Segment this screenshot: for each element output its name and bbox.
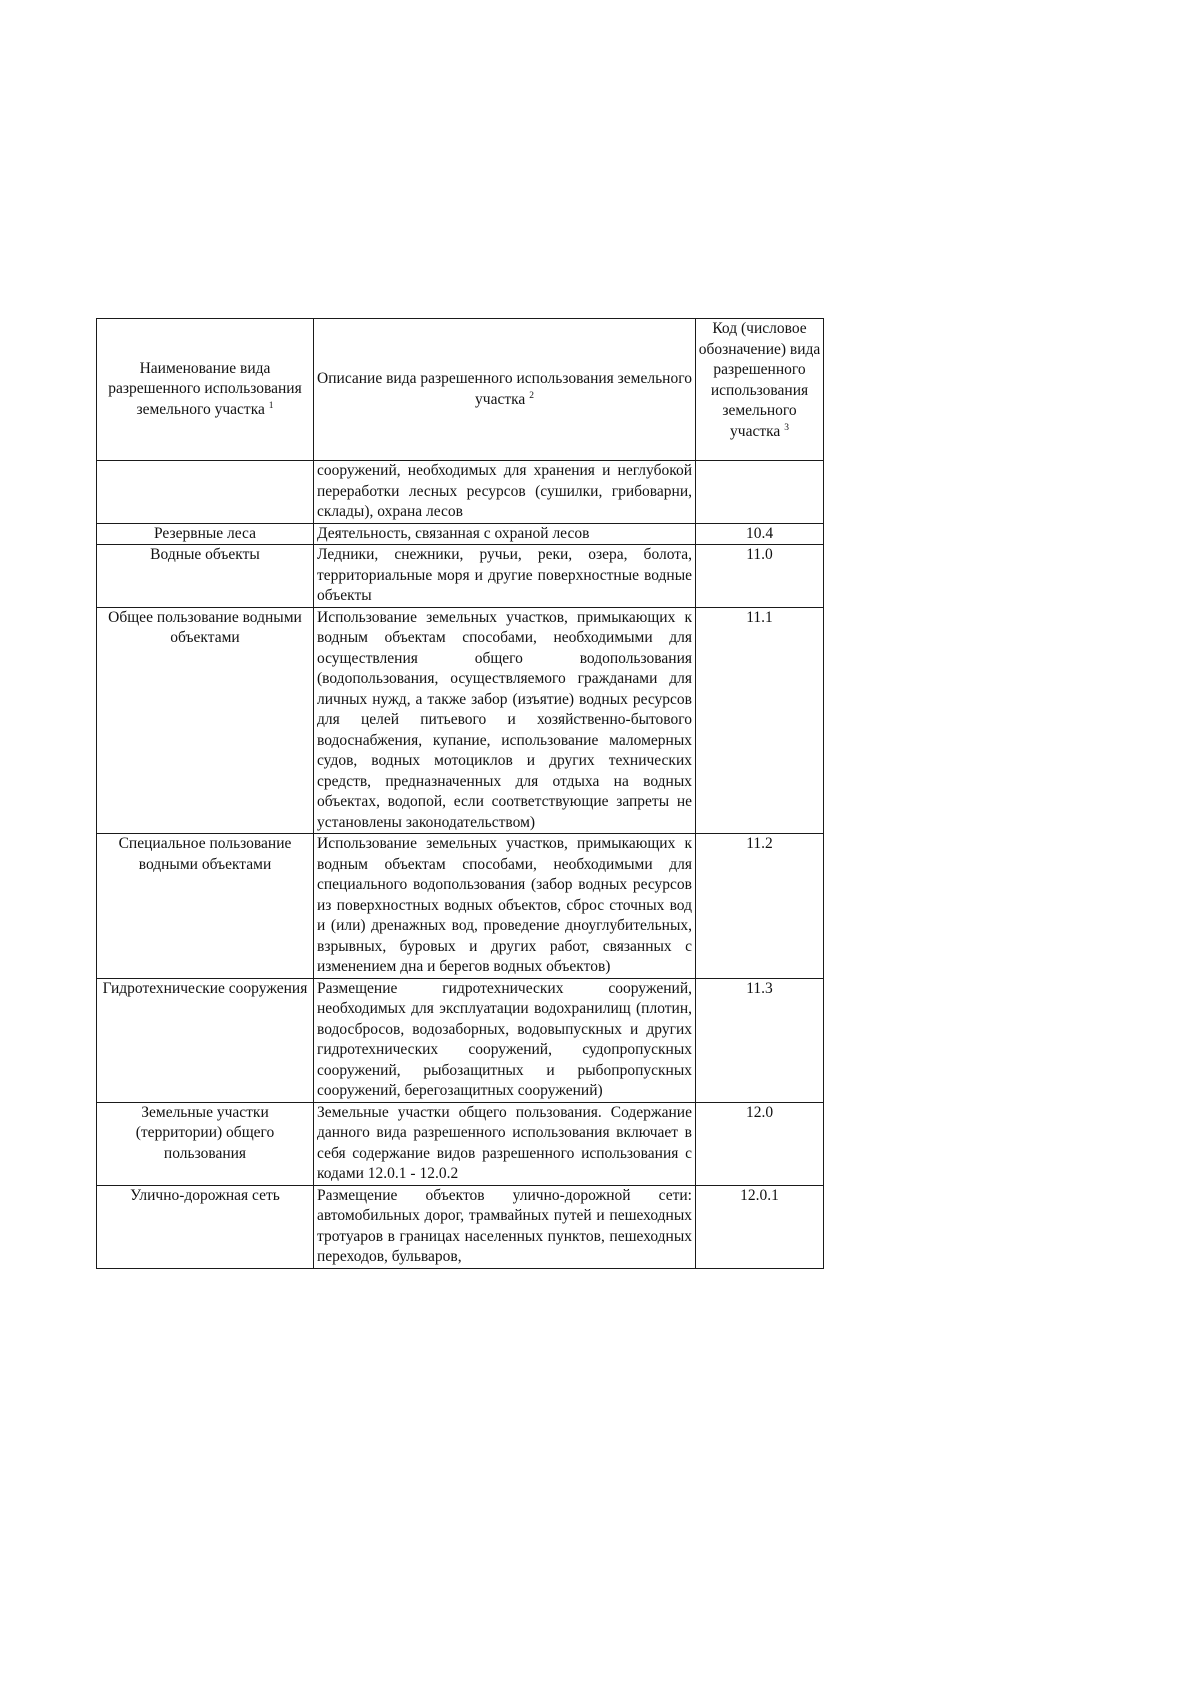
table-row <box>97 523 824 545</box>
land-use-code: 11.0 <box>696 545 824 608</box>
table-row <box>97 978 824 1102</box>
land-use-name: Улично-дорожная сеть <box>97 1185 314 1268</box>
header-description-text: Описание вида разрешенного использования земельного участка <box>317 370 692 408</box>
land-use-name: Резервные леса <box>97 523 314 545</box>
table-row <box>97 461 824 524</box>
land-use-description: Ледники, снежники, ручьи, реки, озера, болота, территориальные моря и другие поверхностные водные объекты <box>314 545 696 608</box>
land-use-code: 12.0.1 <box>696 1185 824 1268</box>
table-body <box>97 461 824 1269</box>
land-use-name: Общее пользование водными объектами <box>97 607 314 834</box>
header-name-footnote: 1 <box>268 400 274 411</box>
table-row <box>97 545 824 608</box>
land-use-name: Водные объекты <box>97 545 314 608</box>
land-use-code: 11.2 <box>696 834 824 979</box>
header-code-footnote: 3 <box>784 422 789 433</box>
table-header <box>97 319 824 461</box>
land-use-table <box>96 318 824 1269</box>
land-use-description: Размещение гидротехнических сооружений, необходимых для эксплуатации водохранилищ (плотин, водосбросов, водозаборных, водовыпускных и других гидротехнических сооружений, судопропускных сооружений, рыбозащитных и рыбопропускных сооружений, берегозащитных сооружений) <box>314 978 696 1102</box>
land-use-name: Гидротехнические сооружения <box>97 978 314 1102</box>
land-use-description: Использование земельных участков, примыкающих к водным объектам способами, необходимыми для специального водопользования (забор водных ресурсов из поверхностных водных объектов, сброс сточных вод и (или) дренажных вод, проведение дноуглубительных, взрывных, буровых и других работ, связанных с изменением дна и берегов водных объектов) <box>314 834 696 979</box>
land-use-code: 12.0 <box>696 1102 824 1185</box>
header-description-cell <box>314 319 696 461</box>
land-use-description: Земельные участки общего пользования. Содержание данного вида разрешенного использования включает в себя содержание видов разрешенного использования с кодами 12.0.1 - 12.0.2 <box>314 1102 696 1185</box>
land-use-code: 11.1 <box>696 607 824 834</box>
header-description-footnote: 2 <box>529 390 534 401</box>
land-use-description: Деятельность, связанная с охраной лесов <box>314 523 696 545</box>
header-code-text: Код (числовое обозначение) вида разрешенного использования земельного участка <box>698 320 821 440</box>
land-use-code: 10.4 <box>696 523 824 545</box>
table-row <box>97 834 824 979</box>
header-code-cell <box>696 319 824 461</box>
land-use-name: Земельные участки (территории) общего пользования <box>97 1102 314 1185</box>
land-use-code: 11.3 <box>696 978 824 1102</box>
table-row <box>97 1102 824 1185</box>
land-use-name: Специальное пользование водными объектами <box>97 834 314 979</box>
header-row <box>97 319 824 461</box>
table-row <box>97 607 824 834</box>
header-name-cell <box>97 319 314 461</box>
land-use-code <box>696 461 824 524</box>
land-use-description: Размещение объектов улично-дорожной сети: автомобильных дорог, трамвайных путей и пешеходных тротуаров в границах населенных пунктов, пешеходных переходов, бульваров, <box>314 1185 696 1268</box>
land-use-name <box>97 461 314 524</box>
land-use-description: сооружений, необходимых для хранения и неглубокой переработки лесных ресурсов (сушилки, грибоварни, склады), охрана лесов <box>314 461 696 524</box>
header-name-text: Наименование вида разрешенного использования земельного участка <box>108 359 302 418</box>
table-row <box>97 1185 824 1268</box>
land-use-description: Использование земельных участков, примыкающих к водным объектам способами, необходимыми для осуществления общего водопользования (водопользования, осуществляемого гражданами для личных нужд, а также забор (изъятие) водных ресурсов для целей питьевого и хозяйственно-бытового водоснабжения, купание, использование маломерных судов, водных мотоциклов и других технических средств, предназначенных для отдыха на водных объектах, водопой, если соответствующие запреты не установлены законодательством) <box>314 607 696 834</box>
